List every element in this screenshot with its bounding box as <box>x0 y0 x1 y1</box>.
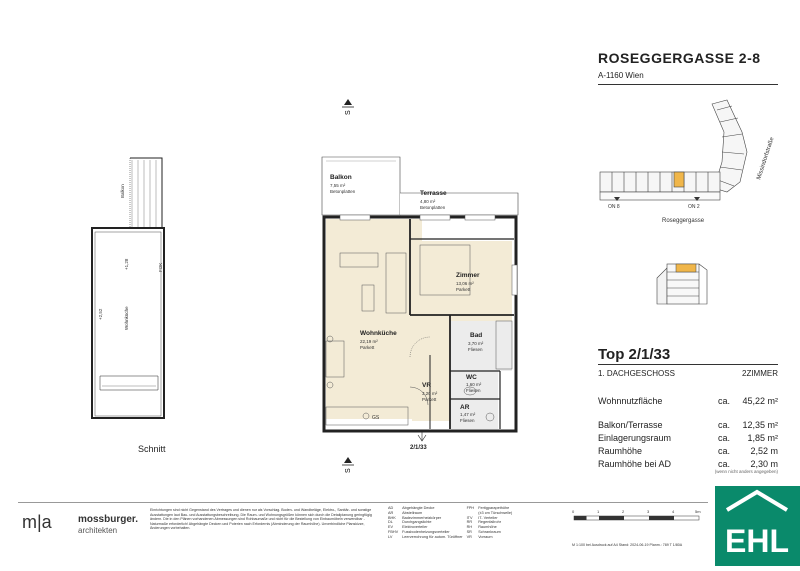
section-highlight <box>676 264 696 272</box>
section-label-height: +2,52 <box>98 308 103 320</box>
unit-name: Top 2/1/33 <box>598 346 671 363</box>
unit-note: (wenn nicht anders angegeben) <box>714 469 778 474</box>
section-mark-label: S <box>345 468 352 473</box>
unit-highlight <box>674 172 684 187</box>
ehl-logo <box>715 486 800 566</box>
room-bad-area: 3,70 m² <box>468 341 484 346</box>
architect-logo: m|a <box>22 512 52 532</box>
room-ar-floor: Fliesen <box>460 418 475 423</box>
room-bad-floor: Fliesen <box>468 347 483 352</box>
room-balkon-floor: Betonplatten <box>330 189 356 194</box>
row-label: Raumhöhe bei AD <box>598 459 672 469</box>
room-wc-area: 1,60 m² <box>466 382 482 387</box>
scale-bar <box>568 506 708 550</box>
row-label: Raumhöhe <box>598 446 643 456</box>
site-label-on2: ON 2 <box>688 204 700 210</box>
room-vr-name: VR <box>422 382 432 389</box>
scale-tick: 3 <box>647 509 650 514</box>
scale-tick: 0 <box>572 509 575 514</box>
section-label-fok-height: +1,28 <box>124 258 129 270</box>
section-mark-bottom <box>342 457 354 473</box>
unit-row-balkon <box>598 420 778 432</box>
section-label-wohnkueche: Wohnküche <box>124 306 129 330</box>
unit-row-einlagerung <box>598 433 778 445</box>
row-label: Wohnnutzfläche <box>598 396 663 406</box>
unit-entry-label: 2/1/33 <box>410 445 427 451</box>
ehl-house-icon <box>715 486 800 566</box>
header-divider <box>598 84 778 85</box>
section-label-balkon: Balkon <box>120 184 125 198</box>
room-wohnkueche-area: 22,19 m² <box>360 339 378 344</box>
architect-sub: architekten <box>78 526 118 535</box>
section-mark-top <box>342 99 354 115</box>
legend-row: AD Abgehängte Decke FPH Fertigparapethöhe <box>388 506 510 510</box>
row-ca: ca. <box>718 433 731 443</box>
room-balkon-area: 7,55 m² <box>330 183 346 188</box>
room-bad-name: Bad <box>470 332 483 339</box>
floor-plan <box>300 95 550 480</box>
row-ca: ca. <box>718 446 731 456</box>
legend-row: BHK Badezimmerheizkörper ITV IT- Verteiler <box>388 515 498 520</box>
section-caption: Schnitt <box>138 444 166 454</box>
room-ar-name: AR <box>460 404 470 411</box>
legend-row: EV Elektroverteiler RH Raumhöhe <box>388 525 497 530</box>
appliance-label: GS <box>372 415 380 421</box>
scale-tick: 2 <box>622 509 625 514</box>
row-value: 12,35 m² <box>742 420 778 430</box>
room-terrasse-name: Terrasse <box>420 190 447 197</box>
architect-name: mossburger. <box>78 514 139 525</box>
room-vr-floor: Parkett <box>422 397 437 402</box>
row-label: Einlagerungsraum <box>598 433 672 443</box>
scale-tick: 5m <box>695 509 701 514</box>
row-value: 1,85 m² <box>747 433 778 443</box>
unit-floor: 1. DACHGESCHOSS <box>598 369 675 378</box>
room-balkon-name: Balkon <box>330 174 352 181</box>
disclaimer-text: Einrichtungen sind nicht Gegenstand des Vertrages und dienen nur als Vorschlag. Boden- und Wandbeläge, Elektro-, Sanitär- und sonstige Ausstattungen laut Bau- und Ausstattungsbeschreibung. Die Raum- und Wohnungsgrößen können sich durch die Detailplanung geringfügig ändern. Die in den Plänen vorhandenen Abmessungen sind Rohbaumaße und nicht für die Bestellung von Einbaumöbeln verwendbar - Naturmaße erforderlich! Abgehängte Decken und Poterien nach Erfordernis (Abminderung der Raumhöhe). Unverbindliche Planskizze, Änderungen vorbehalten. <box>150 508 372 531</box>
row-ca: ca. <box>718 459 731 469</box>
row-ca: ca. <box>718 396 731 406</box>
unit-divider <box>598 364 778 365</box>
legend-row: AR Abstellraum (±3 cm Türschwelle) <box>388 510 513 515</box>
unit-row-wohnnutzflaeche <box>598 396 778 408</box>
section-label-fok: FOK <box>158 262 163 272</box>
room-wohnkueche-floor: Parkett <box>360 345 375 350</box>
section-mark-label: S <box>345 110 352 115</box>
unit-type: 2ZIMMER <box>742 369 778 378</box>
room-terrasse-area: 4,80 m² <box>420 199 436 204</box>
row-value: 2,52 m <box>750 446 778 456</box>
section-drawing <box>80 150 200 435</box>
room-terrasse-floor: Betonplatten <box>420 205 446 210</box>
room-ar-area: 1,47 m² <box>460 412 476 417</box>
row-label: Balkon/Terrasse <box>598 420 663 430</box>
row-value: 45,22 m² <box>742 396 778 406</box>
ehl-text: EHL <box>725 523 789 559</box>
room-wc-name: WC <box>466 374 477 381</box>
room-zimmer-name: Zimmer <box>456 272 480 279</box>
room-wc-floor: Fliesen <box>466 388 481 393</box>
street-bottom: Roseggergasse <box>662 218 705 224</box>
room-zimmer-floor: Parkett <box>456 287 471 292</box>
legend-row: LV Leerverrohrung für autom. Türöffner VR Vorraum <box>388 534 493 539</box>
abbreviation-legend <box>388 506 516 540</box>
row-ca: ca. <box>718 420 731 430</box>
legend-row: DL Durchgangslichte RR Regenfallrohr <box>388 520 501 525</box>
site-plan <box>592 92 782 227</box>
room-wohnkueche-name: Wohnküche <box>360 330 397 337</box>
scale-tick: 1 <box>597 509 600 514</box>
row-value: 2,30 m <box>750 459 778 469</box>
legend-row: FBHV Fussbodenheizungsverteiler SR Schrankraum <box>388 529 501 534</box>
plot-info: M 1:100 bei Ausdruck auf A4 Stand: 2024-06-19 Planm.: 789 T 1/80A <box>572 543 683 547</box>
street-right: Missindorfstraße <box>756 136 776 181</box>
building-section-diagram <box>652 248 712 308</box>
project-title: ROSEGGERGASSE 2-8 <box>598 50 761 66</box>
footer-divider <box>18 502 708 503</box>
project-address: A-1160 Wien <box>598 71 644 80</box>
room-zimmer-area: 13,06 m² <box>456 281 474 286</box>
scale-tick: 4 <box>672 509 675 514</box>
room-vr-area: 3,20 m² <box>422 391 438 396</box>
site-label-on8: ON 8 <box>608 204 620 210</box>
unit-row-raumhoehe <box>598 446 778 458</box>
